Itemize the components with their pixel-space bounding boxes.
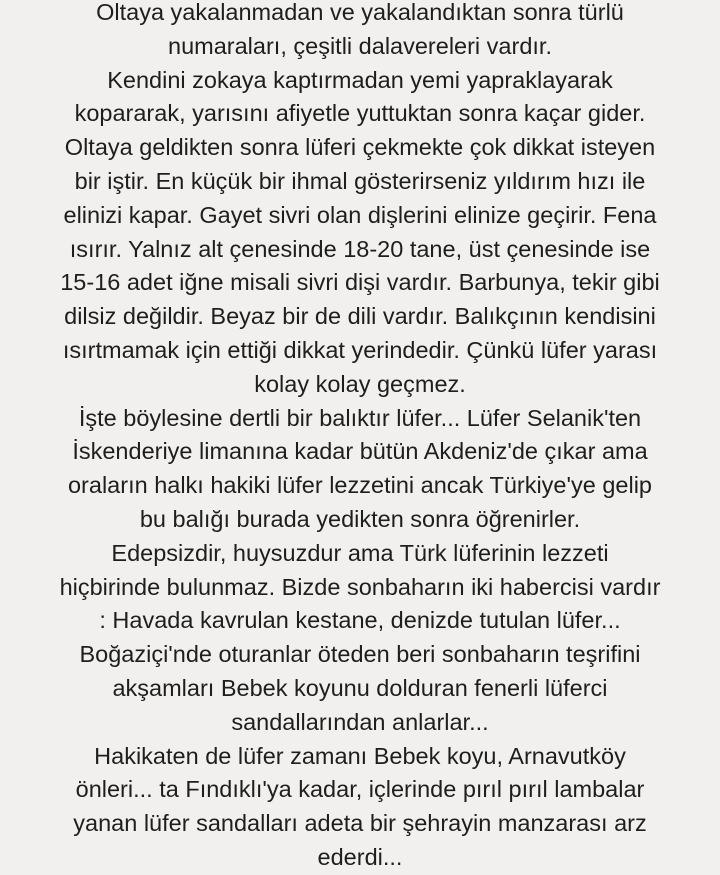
text-line: önleri... ta Fındıklı'ya kadar, içlerinde pırıl pırıl lambalar	[75, 776, 645, 803]
text-line: yanan lüfer sandalları adeta bir şehrayin manzarası arz	[73, 810, 647, 837]
text-line: Boğaziçi'nde oturanlar öteden beri sonbaharın teşrifini	[79, 641, 641, 668]
text-line: elinizi kapar. Gayet sivri olan dişlerini elinize geçirir. Fena	[63, 201, 657, 228]
text-line: Oltaya geldikten sonra lüferi çekmekte çok dikkat isteyen	[64, 134, 656, 161]
text-line: Kendini zokaya kaptırmadan yemi yapraklayarak	[107, 66, 613, 93]
text-line: kopararak, yarısını afiyetle yuttuktan sonra kaçar gider.	[74, 100, 646, 127]
text-line: ısırtmamak için ettiği dikkat yerindedir. Çünkü lüfer yarası	[62, 336, 658, 363]
text-line: hiçbirinde bulunmaz. Bizde sonbaharın iki habercisi vardır	[59, 573, 661, 600]
text-line: bir iştir. En küçük bir ihmal gösterirseniz yıldırım hızı ile	[74, 167, 646, 194]
text-line: ısırır. Yalnız alt çenesinde 18-20 tane, üst çenesinde ise	[69, 235, 651, 262]
text-line: İşte böylesine dertli bir balıktır lüfer... Lüfer Selanik'ten	[78, 404, 642, 431]
text-line: İskenderiye limanına kadar bütün Akdeniz'de çıkar ama	[72, 438, 648, 465]
text-line: sandallarından anlarlar...	[231, 708, 489, 735]
text-line: 15-16 adet iğne misali sivri dişi vardır. Barbunya, tekir gibi	[60, 269, 660, 296]
text-line: numaraları, çeşitli dalavereleri vardır.	[168, 32, 552, 59]
text-line: akşamları Bebek koyunu dolduran fenerli lüferci	[112, 674, 608, 701]
text-line: bu balığı burada yedikten sonra öğrenirler.	[139, 505, 581, 532]
text-line: Hakikaten de lüfer zamanı Bebek koyu, Arnavutköy	[94, 742, 626, 769]
text-line: ederdi...	[317, 843, 403, 870]
text-line: Edepsizdir, huysuzdur ama Türk lüferinin lezzeti	[111, 539, 609, 566]
text-line: oraların halkı hakiki lüfer lezzetini ancak Türkiye'ye gelip	[67, 472, 652, 499]
text-line: : Havada kavrulan kestane, denizde tutulan lüfer...	[99, 607, 621, 634]
text-line: kolay kolay geçmez.	[254, 370, 466, 397]
text-line: Oltaya yakalanmadan ve yakalandıktan sonra türlü	[96, 0, 624, 25]
text-line: dilsiz değildir. Beyaz bir de dili vardır. Balıkçının kendisini	[64, 303, 656, 330]
